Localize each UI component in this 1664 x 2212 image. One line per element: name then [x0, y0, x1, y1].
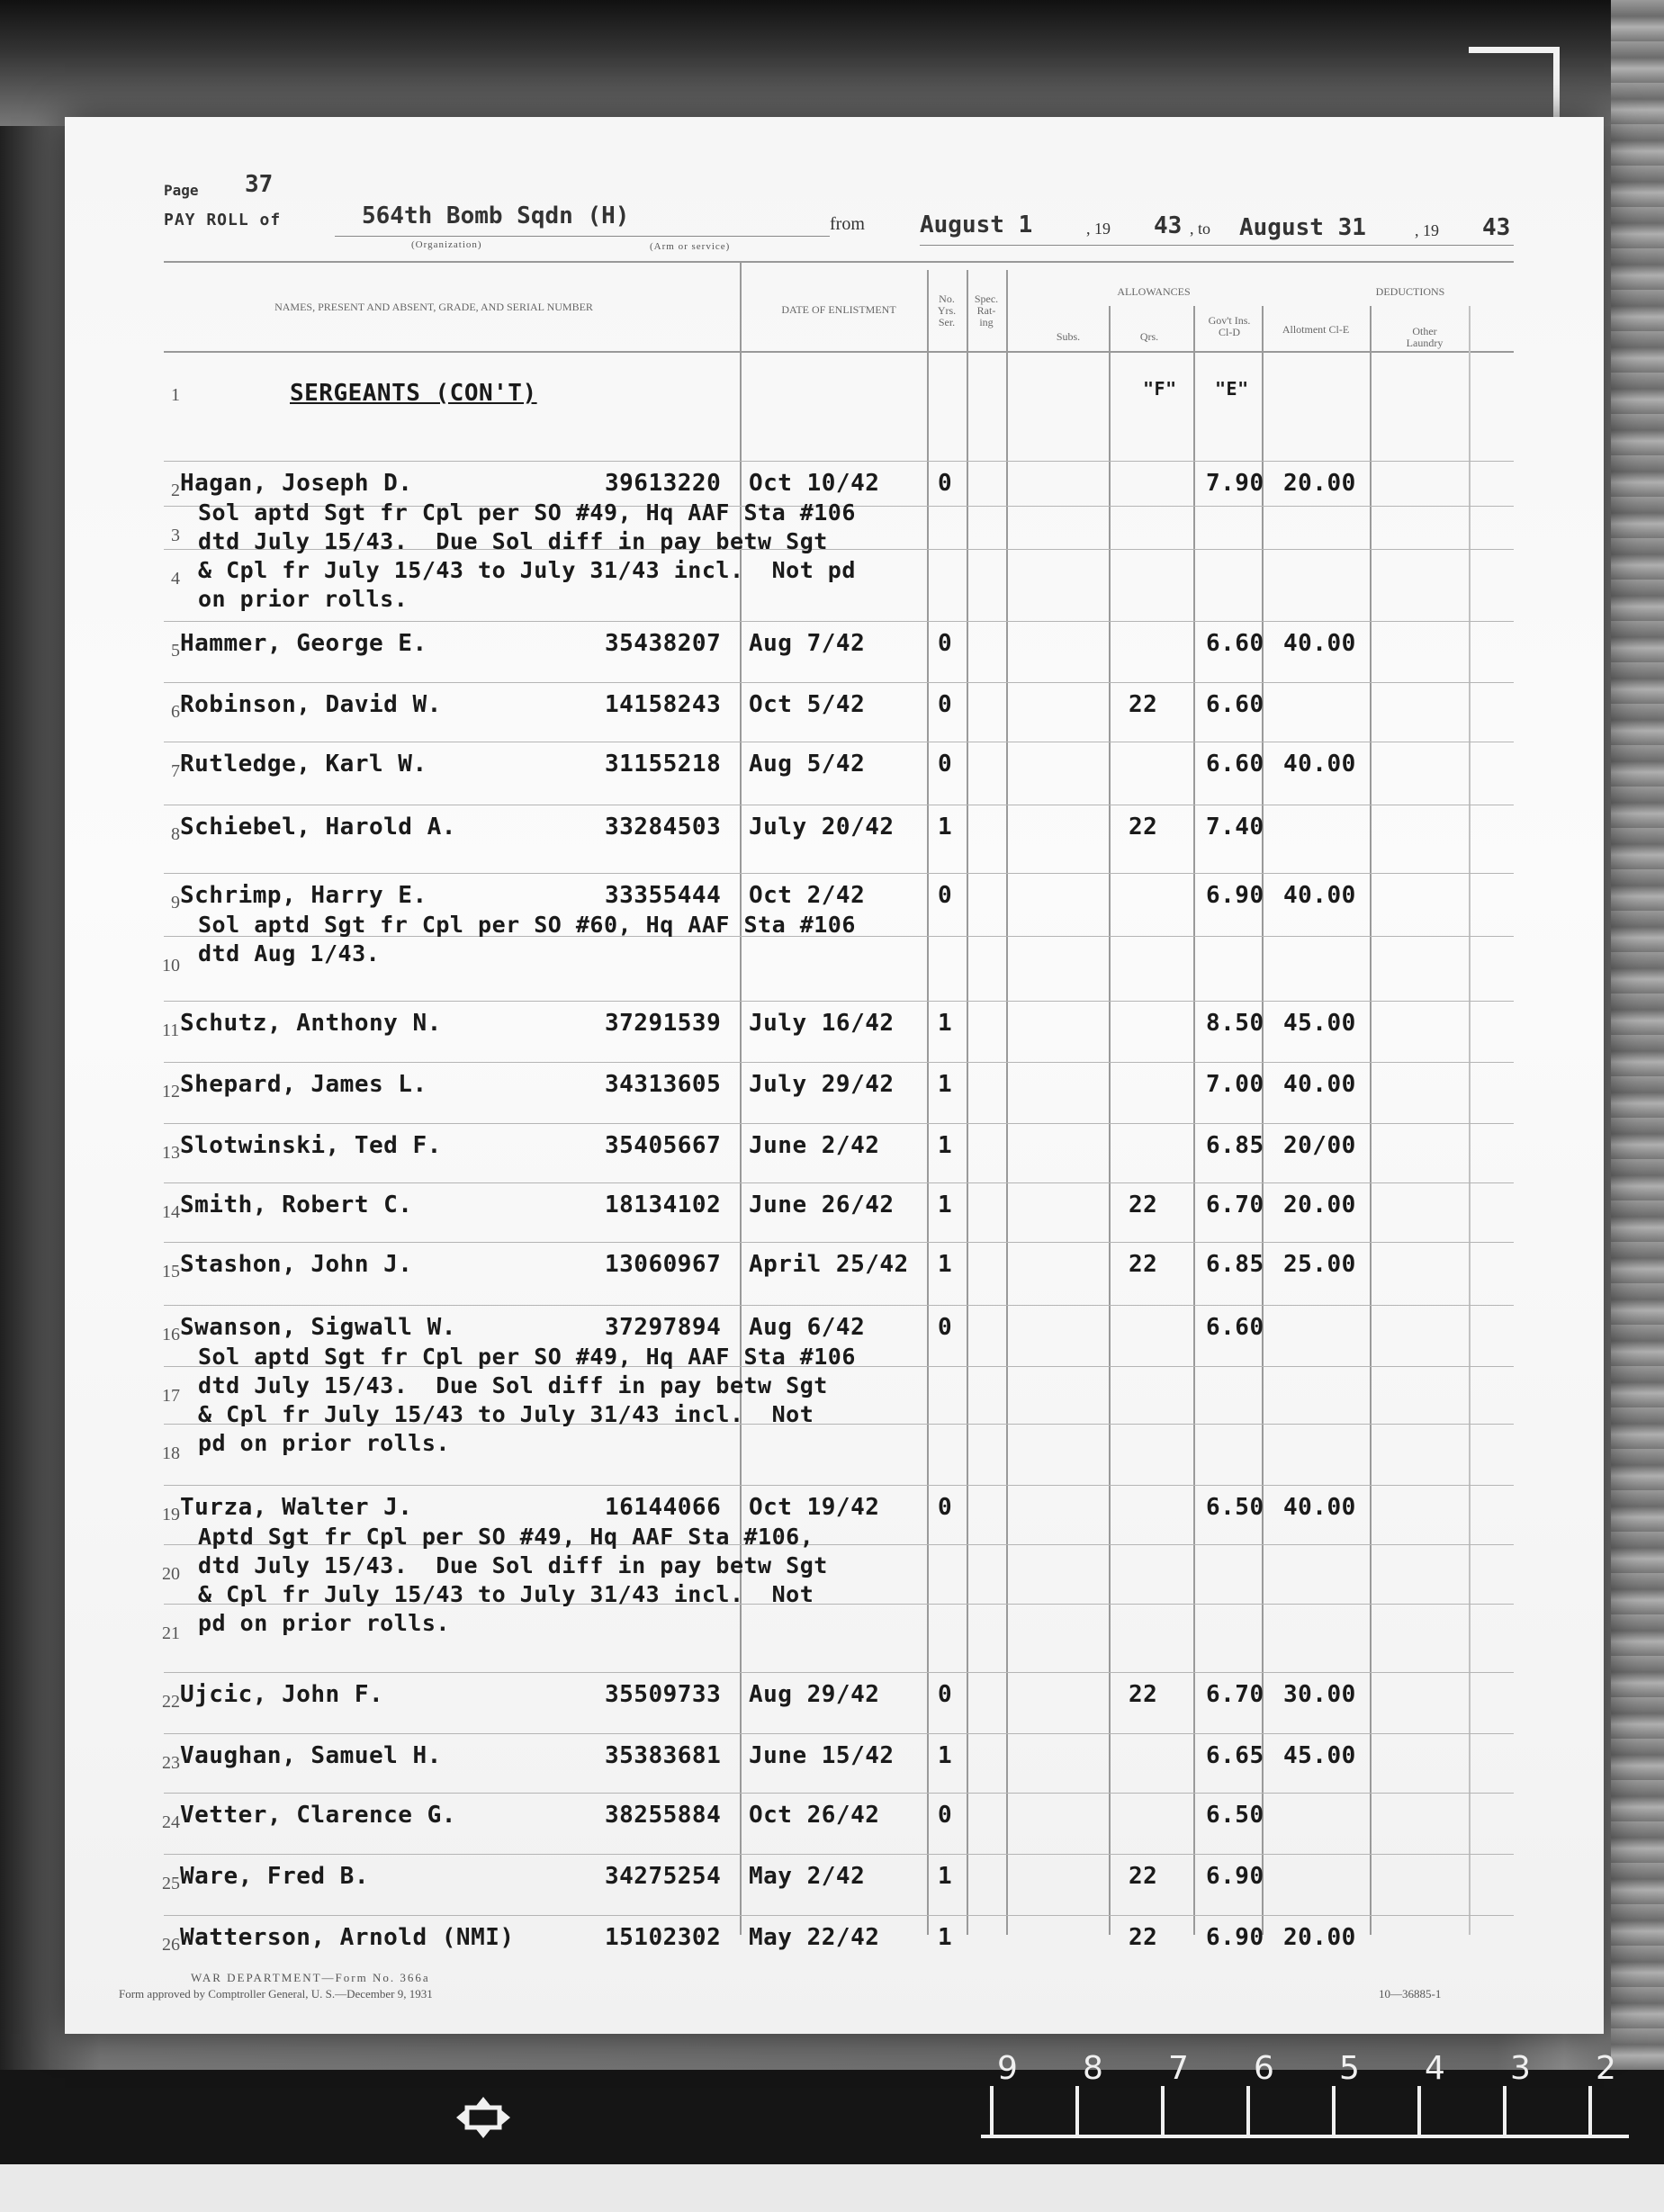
govt-insurance: 6.60: [1206, 751, 1264, 778]
form-number: WAR DEPARTMENT—Form No. 366a: [191, 1971, 430, 1984]
row-rule: [164, 1001, 1514, 1002]
enlistment-date: Oct 26/42: [749, 1802, 880, 1829]
film-ruler-number: 7: [1168, 2050, 1189, 2087]
organization-caption: (Organization): [411, 239, 482, 250]
soldier-name: Swanson, Sigwall W.: [180, 1314, 456, 1341]
years-service: 0: [938, 1681, 953, 1708]
film-ruler-number: 3: [1510, 2050, 1531, 2087]
govt-insurance: 6.65: [1206, 1742, 1264, 1769]
quarters-allowance: 22: [1129, 1251, 1158, 1278]
arm-caption: (Arm or service): [650, 241, 731, 252]
allotment: 45.00: [1283, 1010, 1356, 1037]
govt-insurance: 7.90: [1206, 470, 1264, 497]
years-service: 1: [938, 1251, 953, 1278]
row-rule: [164, 1485, 1514, 1486]
row-number: 2: [171, 481, 180, 500]
row-rule: [164, 1062, 1514, 1063]
allotment: 40.00: [1283, 882, 1356, 909]
years-service: 0: [938, 1802, 953, 1829]
organization: 564th Bomb Sqdn (H): [362, 202, 630, 229]
enlistment-date: Aug 29/42: [749, 1681, 880, 1708]
serial-number: 13060967: [605, 1251, 722, 1278]
section-qrs-mark: "F": [1143, 378, 1177, 400]
row-rule: [164, 1242, 1514, 1243]
quarters-allowance: 22: [1129, 691, 1158, 718]
page-number: 37: [245, 171, 274, 198]
enlistment-date: May 2/42: [749, 1863, 866, 1890]
row-number: 20: [162, 1564, 180, 1584]
row-rule: [164, 461, 1514, 462]
soldier-name: Schrimp, Harry E.: [180, 882, 427, 909]
row-rule: [164, 1672, 1514, 1673]
serial-number: 34313605: [605, 1071, 722, 1098]
film-ruler-number: 6: [1254, 2050, 1274, 2087]
enlistment-date: July 29/42: [749, 1071, 895, 1098]
row-number: 6: [171, 702, 180, 722]
govt-insurance: 8.50: [1206, 1010, 1264, 1037]
soldier-name: Hagan, Joseph D.: [180, 470, 413, 497]
serial-number: 34275254: [605, 1863, 722, 1890]
row-rule: [164, 682, 1514, 683]
soldier-name: Vaughan, Samuel H.: [180, 1742, 442, 1769]
pay-roll-page: [65, 117, 1604, 2034]
govt-insurance: 6.90: [1206, 1863, 1264, 1890]
allotment: 25.00: [1283, 1251, 1356, 1278]
govt-insurance: 6.85: [1206, 1132, 1264, 1159]
enlistment-date: July 16/42: [749, 1010, 895, 1037]
row-rule: [164, 1182, 1514, 1183]
govt-insurance: 7.40: [1206, 814, 1264, 841]
film-right-edge: [1611, 0, 1664, 2212]
to-date: August 31: [1239, 214, 1366, 241]
row-rule: [164, 1733, 1514, 1734]
remark-note: Sol aptd Sgt fr Cpl per SO #49, Hq AAF Sta #106 dtd July 15/43. Due Sol diff in pay betw Sgt & Cpl fr July 15/43 to July 31/43 incl. Not pd on prior rolls.: [198, 499, 856, 612]
serial-number: 18134102: [605, 1191, 722, 1218]
govt-insurance: 6.90: [1206, 882, 1264, 909]
enlistment-date: June 2/42: [749, 1132, 880, 1159]
row-number: 3: [171, 526, 180, 545]
enlistment-date: Oct 10/42: [749, 470, 880, 497]
remark-note: Sol aptd Sgt fr Cpl per SO #49, Hq AAF Sta #106 dtd July 15/43. Due Sol diff in pay betw Sgt & Cpl fr July 15/43 to July 31/43 incl. Not pd on prior rolls.: [198, 1344, 856, 1456]
govt-insurance: 6.70: [1206, 1191, 1264, 1218]
row-number: 13: [162, 1143, 180, 1163]
quarters-allowance: 22: [1129, 1191, 1158, 1218]
serial-number: 15102302: [605, 1924, 722, 1951]
enlistment-date: Oct 5/42: [749, 691, 866, 718]
col-subs: Subs.: [1056, 330, 1081, 343]
film-ruler-tick: [1246, 2086, 1250, 2136]
years-service: 0: [938, 751, 953, 778]
govt-insurance: 6.60: [1206, 630, 1264, 657]
serial-number: 35383681: [605, 1742, 722, 1769]
row-number: 23: [162, 1753, 180, 1773]
film-ruler-tick: [1075, 2086, 1079, 2136]
form-approval: Form approved by Comptroller General, U. S.—December 9, 1931: [119, 1987, 433, 2001]
row-number: 17: [162, 1386, 180, 1406]
from-year-prefix: , 19: [1086, 220, 1111, 238]
film-ruler-tick: [990, 2086, 994, 2136]
col-spec-rating: Spec. Rat- ing: [974, 292, 999, 328]
govt-insurance: 6.85: [1206, 1251, 1264, 1278]
row-number: 7: [171, 761, 180, 781]
to-year-prefix: , 19: [1415, 221, 1439, 239]
film-ruler-number: 4: [1425, 2050, 1445, 2087]
col-names: NAMES, PRESENT AND ABSENT, GRADE, AND SERIAL NUMBER: [274, 301, 593, 313]
from-label: from: [830, 214, 865, 234]
row-rule: [164, 1305, 1514, 1306]
film-ruler-tick: [1417, 2086, 1421, 2136]
allotment: 30.00: [1283, 1681, 1356, 1708]
years-service: 1: [938, 1742, 953, 1769]
row-number: 5: [171, 641, 180, 661]
years-service: 1: [938, 1924, 953, 1951]
quarters-allowance: 22: [1129, 1924, 1158, 1951]
col-other: Other Laundry: [1406, 325, 1444, 349]
row-rule: [164, 621, 1514, 622]
allotment: 40.00: [1283, 630, 1356, 657]
serial-number: 31155218: [605, 751, 722, 778]
serial-number: 37297894: [605, 1314, 722, 1341]
years-service: 0: [938, 630, 953, 657]
allotment: 40.00: [1283, 751, 1356, 778]
from-year: 43: [1154, 212, 1183, 239]
quarters-allowance: 22: [1129, 814, 1158, 841]
govt-insurance: 6.50: [1206, 1802, 1264, 1829]
move-arrows-icon[interactable]: [454, 2097, 512, 2138]
row-number: 14: [162, 1202, 180, 1222]
enlistment-date: May 22/42: [749, 1924, 880, 1951]
remark-note: Aptd Sgt fr Cpl per SO #49, Hq AAF Sta #106, dtd July 15/43. Due Sol diff in pay betw Sgt & Cpl fr July 15/43 to July 31/43 incl. Not pd on prior rolls.: [198, 1524, 828, 1636]
col-allotment: Allotment Cl-E: [1282, 323, 1350, 336]
row-number: 9: [171, 893, 180, 913]
row-number: 15: [162, 1262, 180, 1281]
remark-note: Sol aptd Sgt fr Cpl per SO #60, Hq AAF Sta #106 dtd Aug 1/43.: [198, 912, 856, 967]
soldier-name: Slotwinski, Ted F.: [180, 1132, 442, 1159]
years-service: 0: [938, 691, 953, 718]
col-enlistment: DATE OF ENLISTMENT: [781, 303, 896, 316]
row-rule: [164, 1123, 1514, 1124]
row-number: 19: [162, 1505, 180, 1524]
row-rule: [164, 873, 1514, 874]
soldier-name: Smith, Robert C.: [180, 1191, 413, 1218]
quarters-allowance: 22: [1129, 1863, 1158, 1890]
section-title: SERGEANTS (CON'T): [290, 380, 537, 407]
years-service: 1: [938, 814, 953, 841]
years-service: 0: [938, 470, 953, 497]
soldier-name: Watterson, Arnold (NMI): [180, 1924, 515, 1951]
quarters-allowance: 22: [1129, 1681, 1158, 1708]
allotment: 40.00: [1283, 1071, 1356, 1098]
enlistment-date: Oct 2/42: [749, 882, 866, 909]
allotment: 45.00: [1283, 1742, 1356, 1769]
row-rule: [164, 1915, 1514, 1916]
soldier-name: Vetter, Clarence G.: [180, 1802, 456, 1829]
row-rule: [164, 1854, 1514, 1855]
film-bottom-strip: [0, 2164, 1664, 2212]
row-number: 18: [162, 1443, 180, 1463]
serial-number: 35405667: [605, 1132, 722, 1159]
film-ruler-tick: [1161, 2086, 1165, 2136]
serial-number: 39613220: [605, 470, 722, 497]
enlistment-date: Aug 7/42: [749, 630, 866, 657]
film-top-edge: [0, 0, 1664, 126]
enlistment-date: June 15/42: [749, 1742, 895, 1769]
col-deductions: DEDUCTIONS: [1375, 285, 1445, 298]
col-yrs-ser: No. Yrs. Ser.: [937, 292, 957, 328]
soldier-name: Hammer, George E.: [180, 630, 427, 657]
years-service: 0: [938, 882, 953, 909]
row-number: 12: [162, 1082, 180, 1102]
row-number: 26: [162, 1935, 180, 1955]
to-year: 43: [1482, 214, 1511, 241]
serial-number: 33355444: [605, 882, 722, 909]
enlistment-date: April 25/42: [749, 1251, 909, 1278]
enlistment-date: June 26/42: [749, 1191, 895, 1218]
row-number: 25: [162, 1874, 180, 1893]
film-ruler-number: 8: [1083, 2050, 1103, 2087]
row-number: 4: [171, 569, 180, 589]
soldier-name: Ware, Fred B.: [180, 1863, 369, 1890]
form-code: 10—36885-1: [1379, 1987, 1442, 2001]
govt-insurance: 7.00: [1206, 1071, 1264, 1098]
enlistment-date: Oct 19/42: [749, 1494, 880, 1521]
soldier-name: Ujcic, John F.: [180, 1681, 384, 1708]
serial-number: 35438207: [605, 630, 722, 657]
film-ruler-number: 2: [1596, 2050, 1616, 2087]
allotment: 20.00: [1283, 1924, 1356, 1951]
section-row-number: 1: [171, 385, 180, 405]
row-number: 8: [171, 824, 180, 844]
serial-number: 16144066: [605, 1494, 722, 1521]
row-number: 11: [162, 1021, 180, 1040]
row-number: 22: [162, 1692, 180, 1712]
page-label: Page: [164, 182, 199, 199]
col-allowances: ALLOWANCES: [1117, 285, 1191, 298]
film-ruler-tick: [1503, 2086, 1507, 2136]
years-service: 0: [938, 1494, 953, 1521]
allotment: 20.00: [1283, 1191, 1356, 1218]
section-ins-mark: "E": [1215, 378, 1249, 400]
govt-insurance: 6.60: [1206, 691, 1264, 718]
film-ruler-number: 5: [1339, 2050, 1360, 2087]
enlistment-date: July 20/42: [749, 814, 895, 841]
years-service: 1: [938, 1191, 953, 1218]
years-service: 1: [938, 1132, 953, 1159]
col-govt-ins: Gov't Ins. Cl-D: [1208, 314, 1251, 338]
soldier-name: Robinson, David W.: [180, 691, 442, 718]
allotment: 20.00: [1283, 470, 1356, 497]
govt-insurance: 6.50: [1206, 1494, 1264, 1521]
film-ruler-tick: [1588, 2086, 1592, 2136]
enlistment-date: Aug 6/42: [749, 1314, 866, 1341]
from-date: August 1: [920, 211, 1033, 238]
years-service: 0: [938, 1314, 953, 1341]
row-number: 10: [162, 956, 180, 976]
govt-insurance: 6.60: [1206, 1314, 1264, 1341]
row-number: 24: [162, 1812, 180, 1832]
soldier-name: Shepard, James L.: [180, 1071, 427, 1098]
serial-number: 37291539: [605, 1010, 722, 1037]
years-service: 1: [938, 1010, 953, 1037]
soldier-name: Schutz, Anthony N.: [180, 1010, 442, 1037]
row-number: 21: [162, 1623, 180, 1643]
row-rule: [164, 1793, 1514, 1794]
film-ruler-tick: [1332, 2086, 1336, 2136]
govt-insurance: 6.90: [1206, 1924, 1264, 1951]
soldier-name: Schiebel, Harold A.: [180, 814, 456, 841]
film-ruler-number: 9: [997, 2050, 1018, 2087]
serial-number: 35509733: [605, 1681, 722, 1708]
years-service: 1: [938, 1863, 953, 1890]
allotment: 40.00: [1283, 1494, 1356, 1521]
pay-roll-label: PAY ROLL of: [164, 211, 282, 229]
row-number: 16: [162, 1325, 180, 1344]
col-qrs: Qrs.: [1139, 330, 1159, 343]
to-label: , to: [1190, 220, 1211, 238]
soldier-name: Stashon, John J.: [180, 1251, 413, 1278]
enlistment-date: Aug 5/42: [749, 751, 866, 778]
allotment: 20/00: [1283, 1132, 1356, 1159]
serial-number: 33284503: [605, 814, 722, 841]
govt-insurance: 6.70: [1206, 1681, 1264, 1708]
serial-number: 38255884: [605, 1802, 722, 1829]
soldier-name: Turza, Walter J.: [180, 1494, 413, 1521]
years-service: 1: [938, 1071, 953, 1098]
soldier-name: Rutledge, Karl W.: [180, 751, 427, 778]
serial-number: 14158243: [605, 691, 722, 718]
